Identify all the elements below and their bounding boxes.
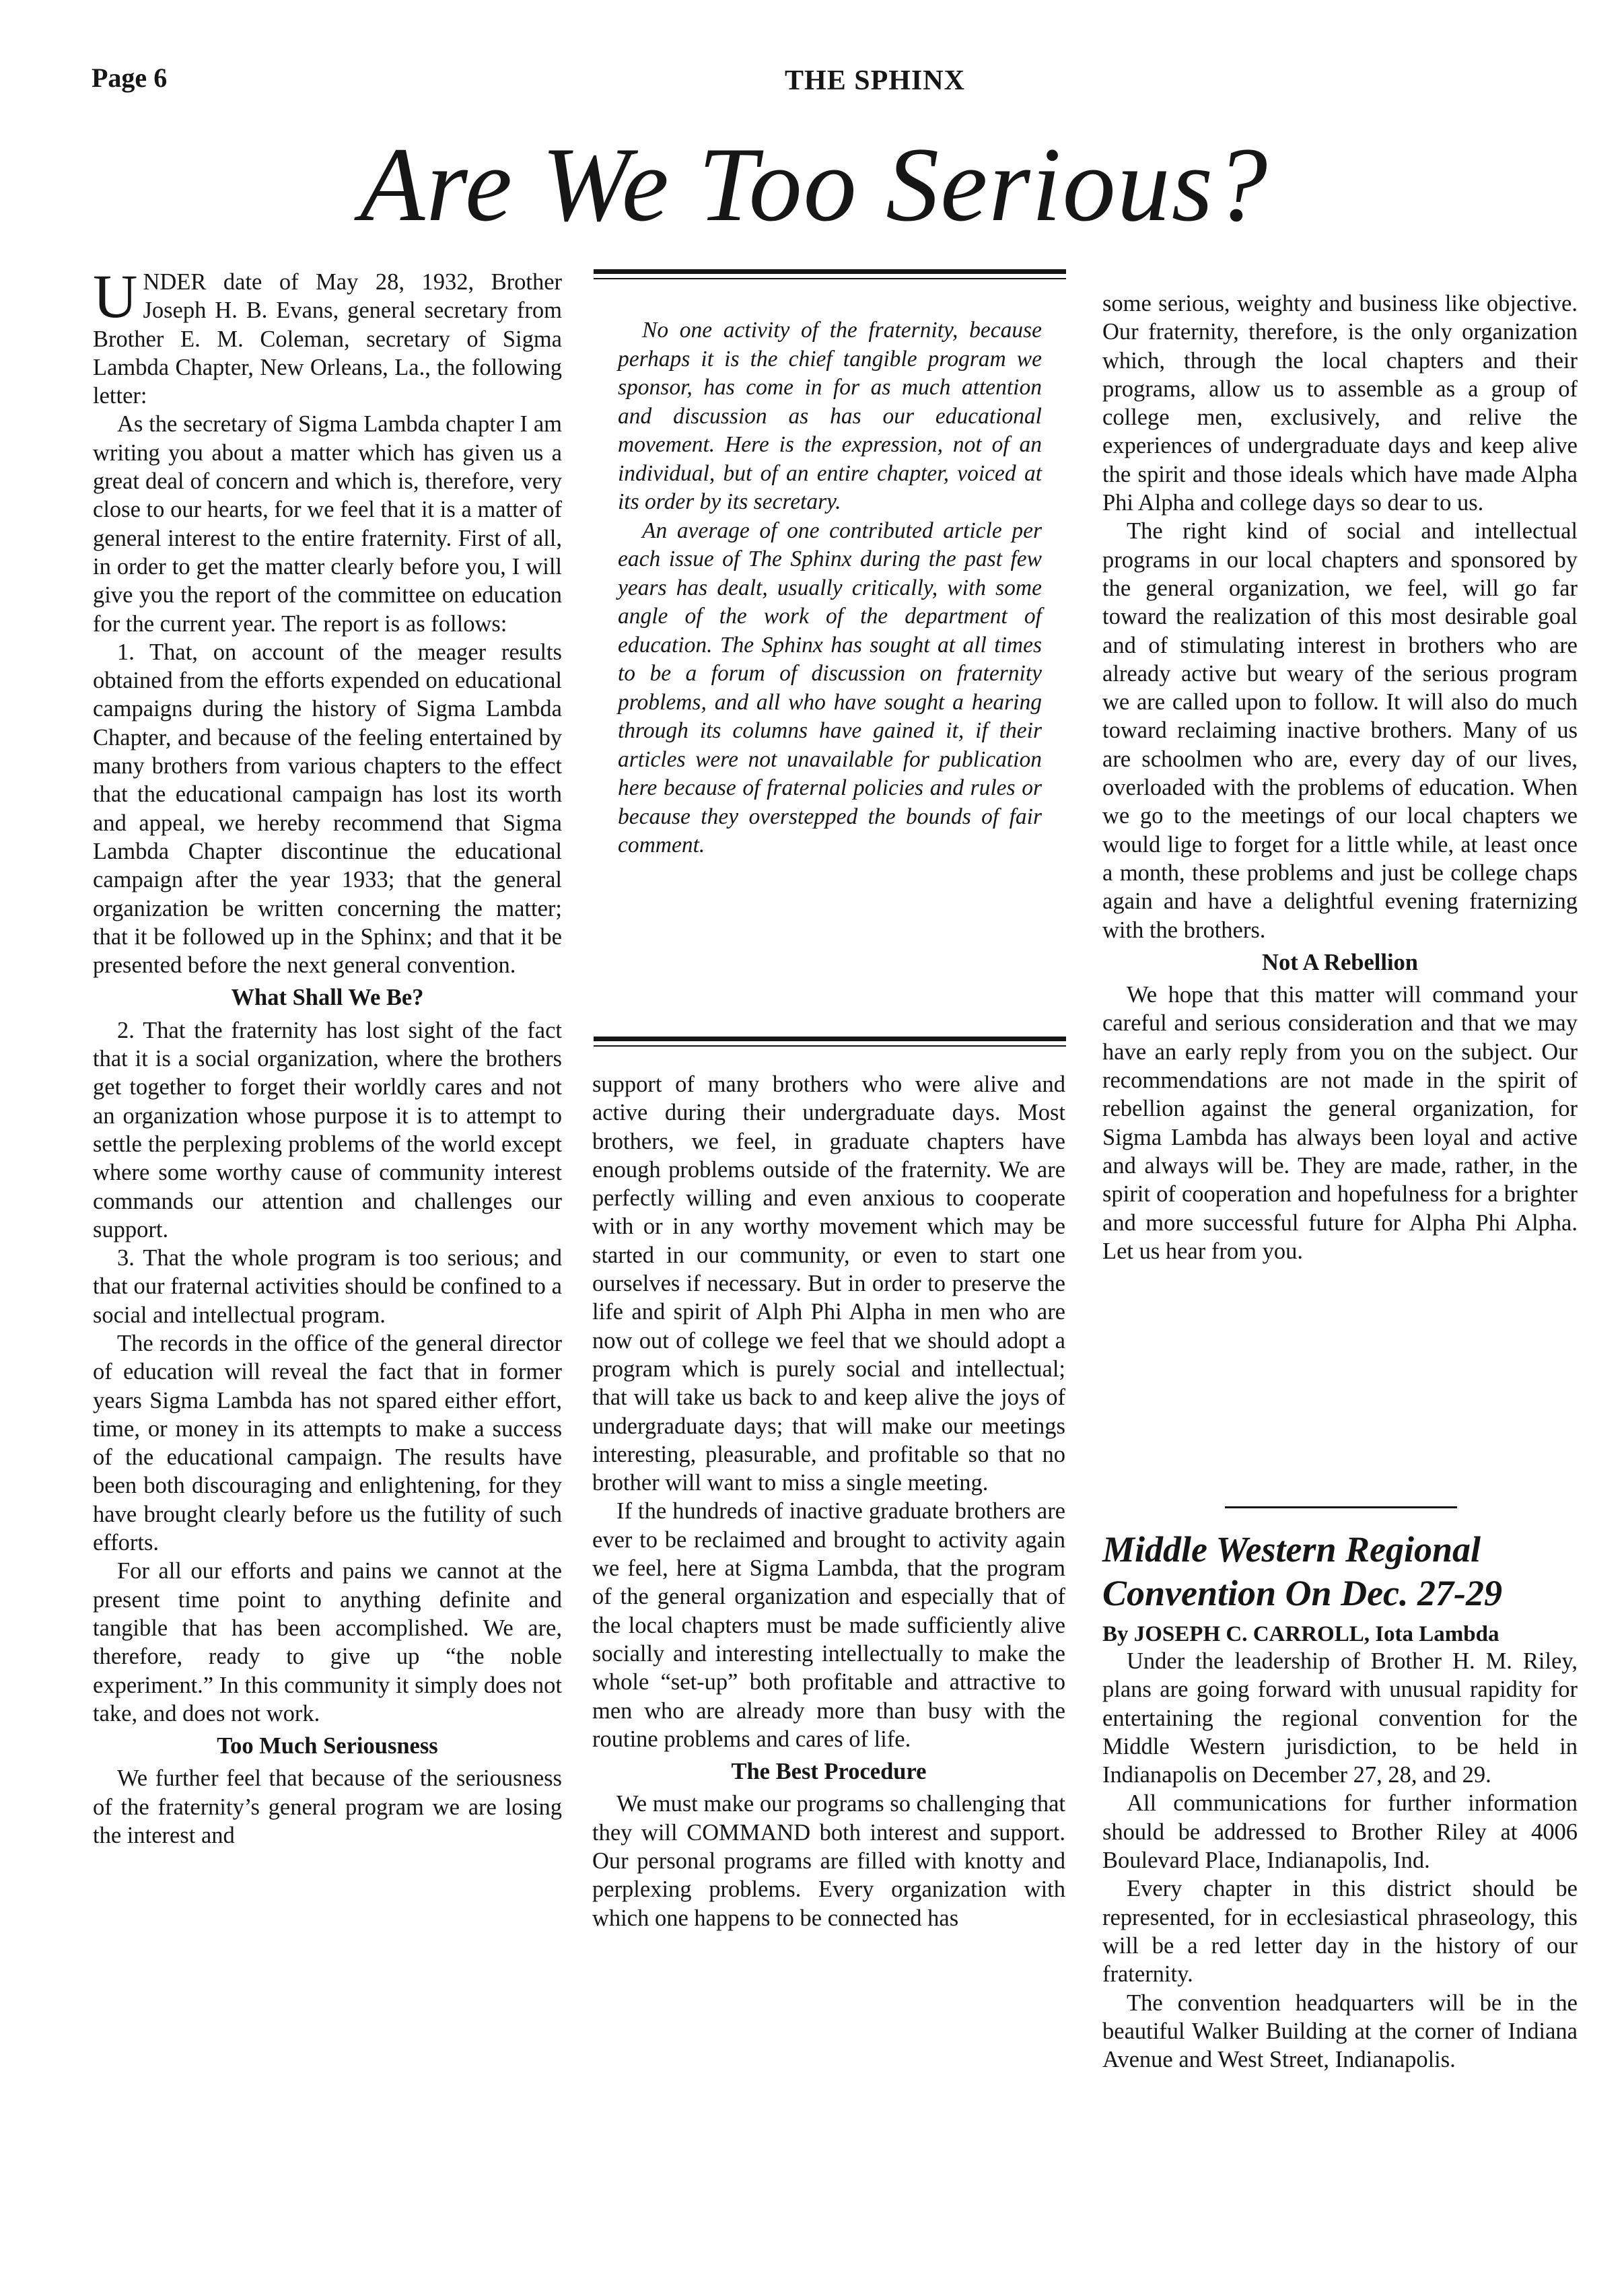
editor-note-paragraph: No one activity of the fraternity, because perhaps it is the chief tangible program we sponsor, has come in for as much attention and discussion as has our educational movement. Here is the expression, not of an individual, but of an entire chapter, voiced at its order by its secretary. bbox=[618, 318, 1042, 514]
paragraph: 2. That the fraternity has lost sight of the fact that it is a social organization, where the brothers get together to forget their worldly cares and not an organization whose purpose it is to attempt to settle the perplexing problems of the world except where some worthy cause of community interest commands our attention and challenges our support. bbox=[93, 1017, 562, 1242]
paragraph: some serious, weighty and business like objective. Our fraternity, therefore, is the only organization which, through the local chapters and their programs, allow us to assemble as a group of college men, exclusively, and relive the experiences of undergraduate days and keep alive the spirit and those ideals which have made Alpha Phi Alpha and college days so dear to us. bbox=[1102, 291, 1578, 516]
article-title: Are We Too Serious? bbox=[359, 126, 1269, 244]
paragraph: If the hundreds of inactive graduate brothers are ever to be reclaimed and brought to activity again we feel, here at Sigma Lambda, that the program of the general organization and especially that of the local chapters must be made sufficiently alive socially and interesting intellectually to make the whole “set-up” both profitable and attractive to men who are already more than busy with the routine problems and cares of life. bbox=[592, 1498, 1065, 1752]
story-byline: By JOSEPH C. CARROLL, Iota Lambda bbox=[1102, 1622, 1499, 1646]
article-column-3 bbox=[1102, 289, 1578, 1265]
drop-cap: U bbox=[93, 262, 138, 330]
editor-note bbox=[618, 316, 1042, 860]
box-top-rule-thin bbox=[594, 278, 1066, 279]
paragraph: For all our efforts and pains we cannot at the present time point to anything definite and tangible that has been accomplished. We are, therefore, ready to give up “the noble experiment.” In this community it simply does not take, and does not work. bbox=[93, 1558, 562, 1726]
paragraph: We must make our programs so challenging that they will COMMAND both interest and support. Our personal programs are filled with knotty and perplexing problems. Every organization with which one happens to be connected has bbox=[592, 1791, 1065, 1931]
page-number: Page 6 bbox=[92, 63, 168, 93]
paragraph: 3. That the whole program is too serious; and that our fraternal activities should be confined to a social and intellectual program. bbox=[93, 1245, 562, 1328]
box-top-rule bbox=[594, 269, 1066, 274]
box-bottom-rule-thin bbox=[594, 1045, 1066, 1047]
paragraph: As the secretary of Sigma Lambda chapter I am writing you about a matter which has given us a great deal of concern and which is, therefore, very close to our hearts, for we feel that it is a matter of general interest to the entire fraternity. First of all, in order to get the matter clearly before you, I will give you the report of the committee on education for the current year. The report is as follows: bbox=[93, 411, 562, 637]
subheading: What Shall We Be? bbox=[231, 985, 424, 1011]
paragraph: support of many brothers who were alive and active during their undergraduate days. Most brothers, we feel, in graduate chapters have enough problems outside of the fraternity. We are perfectly willing and even anxious to cooperate with or in any worthy movement which may be started in our community, or even to start one ourselves if necessary. But in order to preserve the life and spirit of Alph Phi Alpha in men who are now out of college we feel that we should adopt a program which is purely social and intellectual; that will take us back to and keep alive the joys of undergraduate days; that will make our meetings interesting, pleasurable, and profitable so that no brother will want to miss a single meeting. bbox=[592, 1072, 1065, 1496]
paragraph: We further feel that because of the seriousness of the fraternity’s general program we are losing the interest and bbox=[93, 1765, 562, 1849]
paragraph: All communications for further information should be addressed to Brother Riley at 4006 Boulevard Place, Indianapolis, Ind. bbox=[1102, 1790, 1578, 1874]
story-title: Middle Western Regional Convention On Dec. 27-29 bbox=[1102, 1529, 1502, 1613]
section-divider bbox=[1225, 1506, 1457, 1508]
box-bottom-rule bbox=[594, 1037, 1066, 1041]
paragraph: The right kind of social and intellectual programs in our local chapters and sponsored by the general organization, we feel, will go far toward the realization of this most desirable goal and of stimulating interest in brothers who are already active but weary of the serious program we are called upon to follow. It will also do much toward reclaiming inactive brothers. Many of us are schoolmen who are, every day of our lives, overloaded with the problems of education. When we go to the meetings of our local chapters we would lige to forget for a little while, at least once a month, these problems and just be college chaps again and have a delightful evening fraternizing with the brothers. bbox=[1102, 518, 1578, 943]
paragraph: Under the leadership of Brother H. M. Riley, plans are going forward with unusual rapidity for entertaining the regional convention for the Middle Western jurisdiction, to be held in Indianapolis on December 27, 28, and 29. bbox=[1102, 1648, 1578, 1788]
paragraph: 1. That, on account of the meager results obtained from the efforts expended on educational campaigns during the history of Sigma Lambda Chapter, and because of the feeling entertained by many brothers from various chapters to the effect that the educational campaign has lost its worth and appeal, we hereby recommend that Sigma Lambda Chapter discontinue the educational campaign after the year 1933; that the general organization be written concerning the matter; that it be followed up in the Sphinx; and that it be presented before the next general convention. bbox=[93, 639, 562, 979]
story-body bbox=[1102, 1647, 1578, 2074]
publication-name: THE SPHINX bbox=[785, 65, 965, 96]
paragraph: The records in the office of the general director of education will reveal the fact that in former years Sigma Lambda has not spared either effort, time, or money in its attempts to make a success of the educational campaign. The results have been both discouraging and enlightening, for they have brought clearly before us the futility of such efforts. bbox=[93, 1330, 562, 1556]
article-column-1 bbox=[93, 262, 562, 1850]
subheading: The Best Procedure bbox=[731, 1759, 927, 1785]
article-intro: UNDER date of May 28, 1932, Brother Joseph H. B. Evans, general secretary from Brother E. M. Coleman, secretary of Sigma Lambda Chapter, New Orleans, La., the following letter: bbox=[93, 262, 562, 409]
subheading: Too Much Seriousness bbox=[217, 1733, 438, 1759]
article-column-2 bbox=[592, 1070, 1065, 1932]
editor-note-paragraph: An average of one contributed article per each issue of The Sphinx during the past few years has dealt, usually critically, with some angle of the work of the department of education. The Sphinx has sought at all times to be a forum of discussion on fraternity problems, and all who have sought a hearing through its columns have gained it, if their articles were not unavailable for publication here because of fraternal policies and rules or because they overstepped the bounds of fair comment. bbox=[618, 518, 1042, 857]
subheading: Not A Rebellion bbox=[1262, 949, 1418, 975]
paragraph: Every chapter in this district should be represented, for in ecclesiastical phraseology, this will be a red letter day in the history of our fraternity. bbox=[1102, 1876, 1578, 1988]
paragraph: The convention headquarters will be in the beautiful Walker Building at the corner of Indiana Avenue and West Street, Indianapolis. bbox=[1102, 1990, 1578, 2073]
paragraph: We hope that this matter will command your careful and serious consideration and that we may have an early reply from you on the subject. Our recommendations are not made in the spirit of rebellion against the general organization, for Sigma Lambda has always been loyal and active and always will be. They are made, rather, in the spirit of cooperation and hopefulness for a brighter and more successful future for Alpha Phi Alpha. Let us hear from you. bbox=[1102, 982, 1578, 1264]
